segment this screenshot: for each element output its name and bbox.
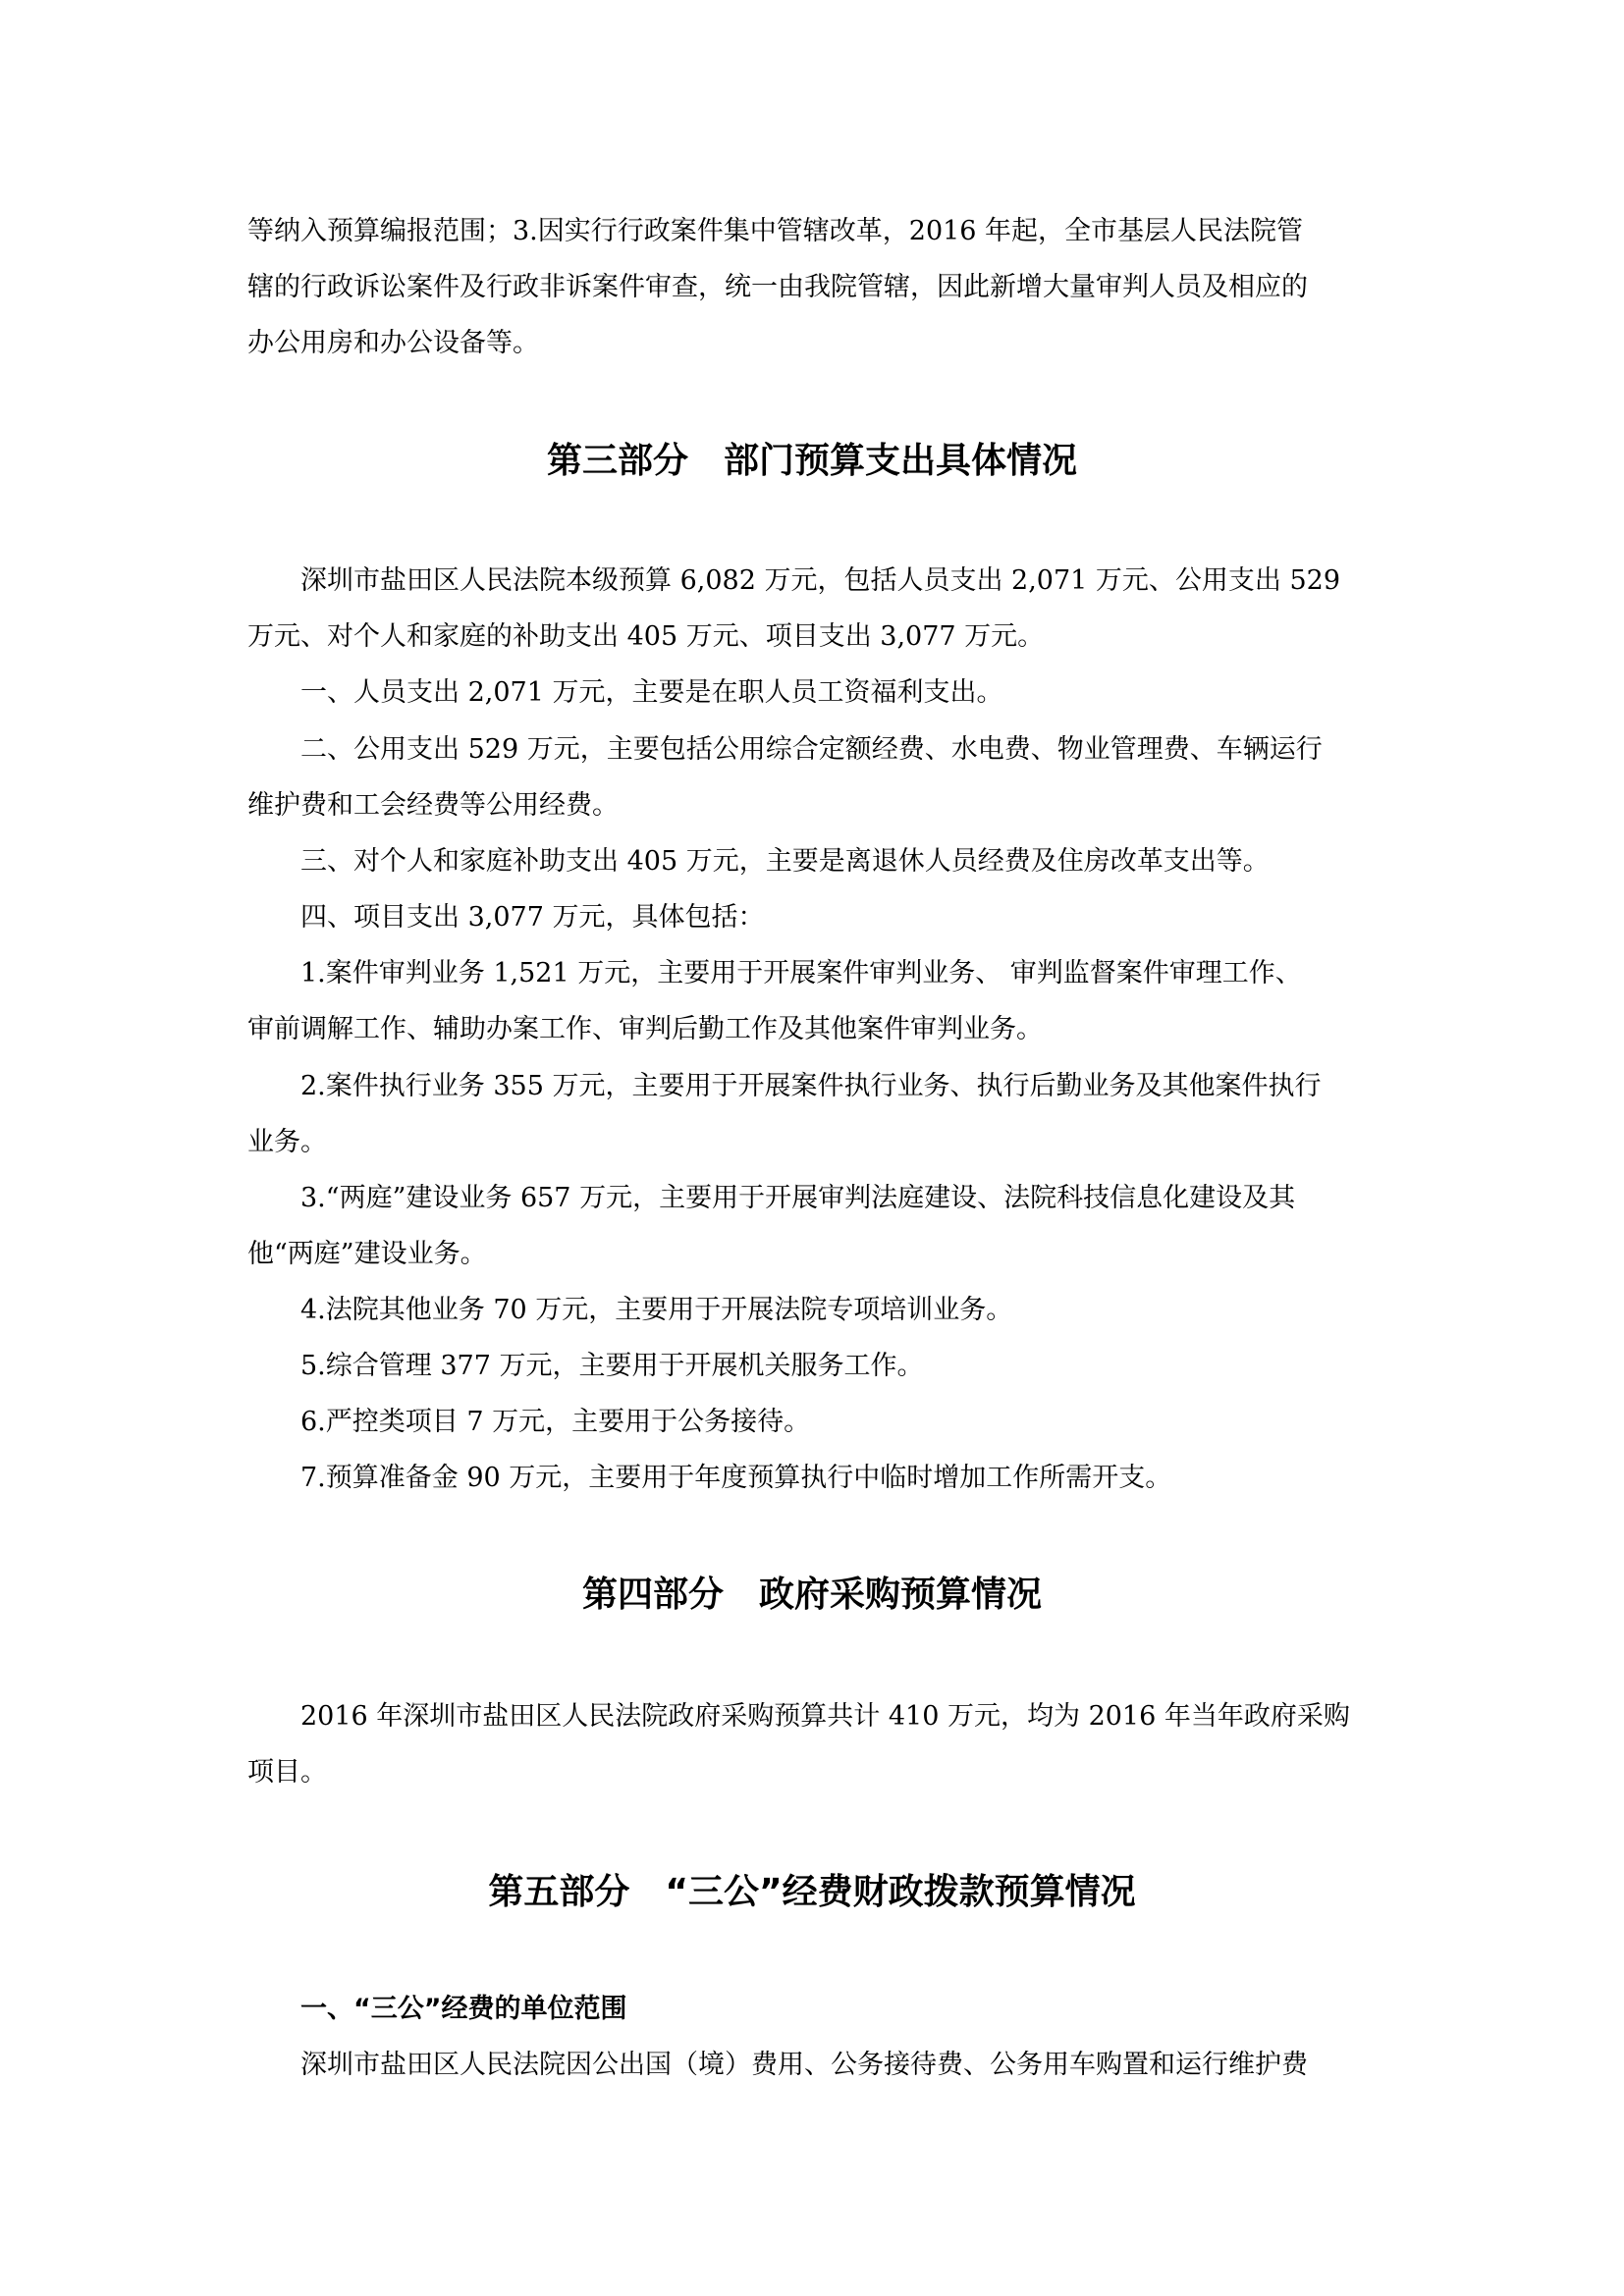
part5-heading: 第五部分 “三公”经费财政拨款预算情况 bbox=[488, 1872, 1136, 1912]
part3-sub-5: 5.综合管理 377 万元，主要用于开展机关服务工作。 bbox=[300, 1351, 924, 1381]
part3-summary-line-2: 万元、对个人和家庭的补助支出 405 万元、项目支出 3,077 万元。 bbox=[247, 621, 1045, 652]
part3-item-4: 四、项目支出 3,077 万元，具体包括： bbox=[300, 902, 765, 933]
part3-sub-1-line-2: 审前调解工作、辅助办案工作、审判后勤工作及其他案件审判业务。 bbox=[247, 1014, 1043, 1044]
part3-heading: 第三部分 部门预算支出具体情况 bbox=[546, 441, 1077, 481]
part3-item-3: 三、对个人和家庭补助支出 405 万元，主要是离退休人员经费及住房改革支出等。 bbox=[300, 846, 1270, 877]
intro-line-2: 辖的行政诉讼案件及行政非诉案件审查，统一由我院管辖，因此新增大量审判人员及相应的 bbox=[247, 272, 1308, 302]
part4-line-2: 项目。 bbox=[247, 1757, 327, 1788]
part5-line-1: 深圳市盐田区人民法院因公出国（境）费用、公务接待费、公务用车购置和运行维护费 bbox=[300, 2050, 1308, 2080]
part3-item-1: 一、人员支出 2,071 万元，主要是在职人员工资福利支出。 bbox=[300, 677, 1003, 708]
intro-line-3: 办公用房和办公设备等。 bbox=[247, 328, 539, 358]
part3-sub-4: 4.法院其他业务 70 万元，主要用于开展法院专项培训业务。 bbox=[300, 1295, 1013, 1325]
part3-item-2-line-2: 维护费和工会经费等公用经费。 bbox=[247, 790, 619, 821]
part4-line-1: 2016 年深圳市盐田区人民法院政府采购预算共计 410 万元，均为 2016 年当年政府采购 bbox=[300, 1701, 1350, 1732]
part4-heading: 第四部分 政府采购预算情况 bbox=[581, 1575, 1042, 1615]
part3-sub-1-line-1: 1.案件审判业务 1,521 万元，主要用于开展案件审判业务、 审判监督案件审理工作、 bbox=[300, 958, 1302, 988]
part3-item-2-line-1: 二、公用支出 529 万元，主要包括公用综合定额经费、水电费、物业管理费、车辆运行 bbox=[300, 734, 1323, 765]
part5-subheading: 一、“三公”经费的单位范围 bbox=[300, 1994, 627, 2024]
part3-sub-7: 7.预算准备金 90 万元，主要用于年度预算执行中临时增加工作所需开支。 bbox=[300, 1463, 1172, 1493]
intro-line-1: 等纳入预算编报范围；3.因实行行政案件集中管辖改革，2016 年起，全市基层人民法院管 bbox=[247, 216, 1304, 246]
part3-sub-2-line-2: 业务。 bbox=[247, 1127, 327, 1157]
part3-sub-3-line-2: 他“两庭”建设业务。 bbox=[247, 1239, 487, 1269]
part3-sub-3-line-1: 3.“两庭”建设业务 657 万元，主要用于开展审判法庭建设、法院科技信息化建设及其 bbox=[300, 1183, 1296, 1213]
part3-summary-line-1: 深圳市盐田区人民法院本级预算 6,082 万元，包括人员支出 2,071 万元、公用支出 529 bbox=[300, 565, 1341, 596]
part3-sub-6: 6.严控类项目 7 万元，主要用于公务接待。 bbox=[300, 1407, 811, 1437]
part3-sub-2-line-1: 2.案件执行业务 355 万元，主要用于开展案件执行业务、执行后勤业务及其他案件执行 bbox=[300, 1071, 1322, 1101]
